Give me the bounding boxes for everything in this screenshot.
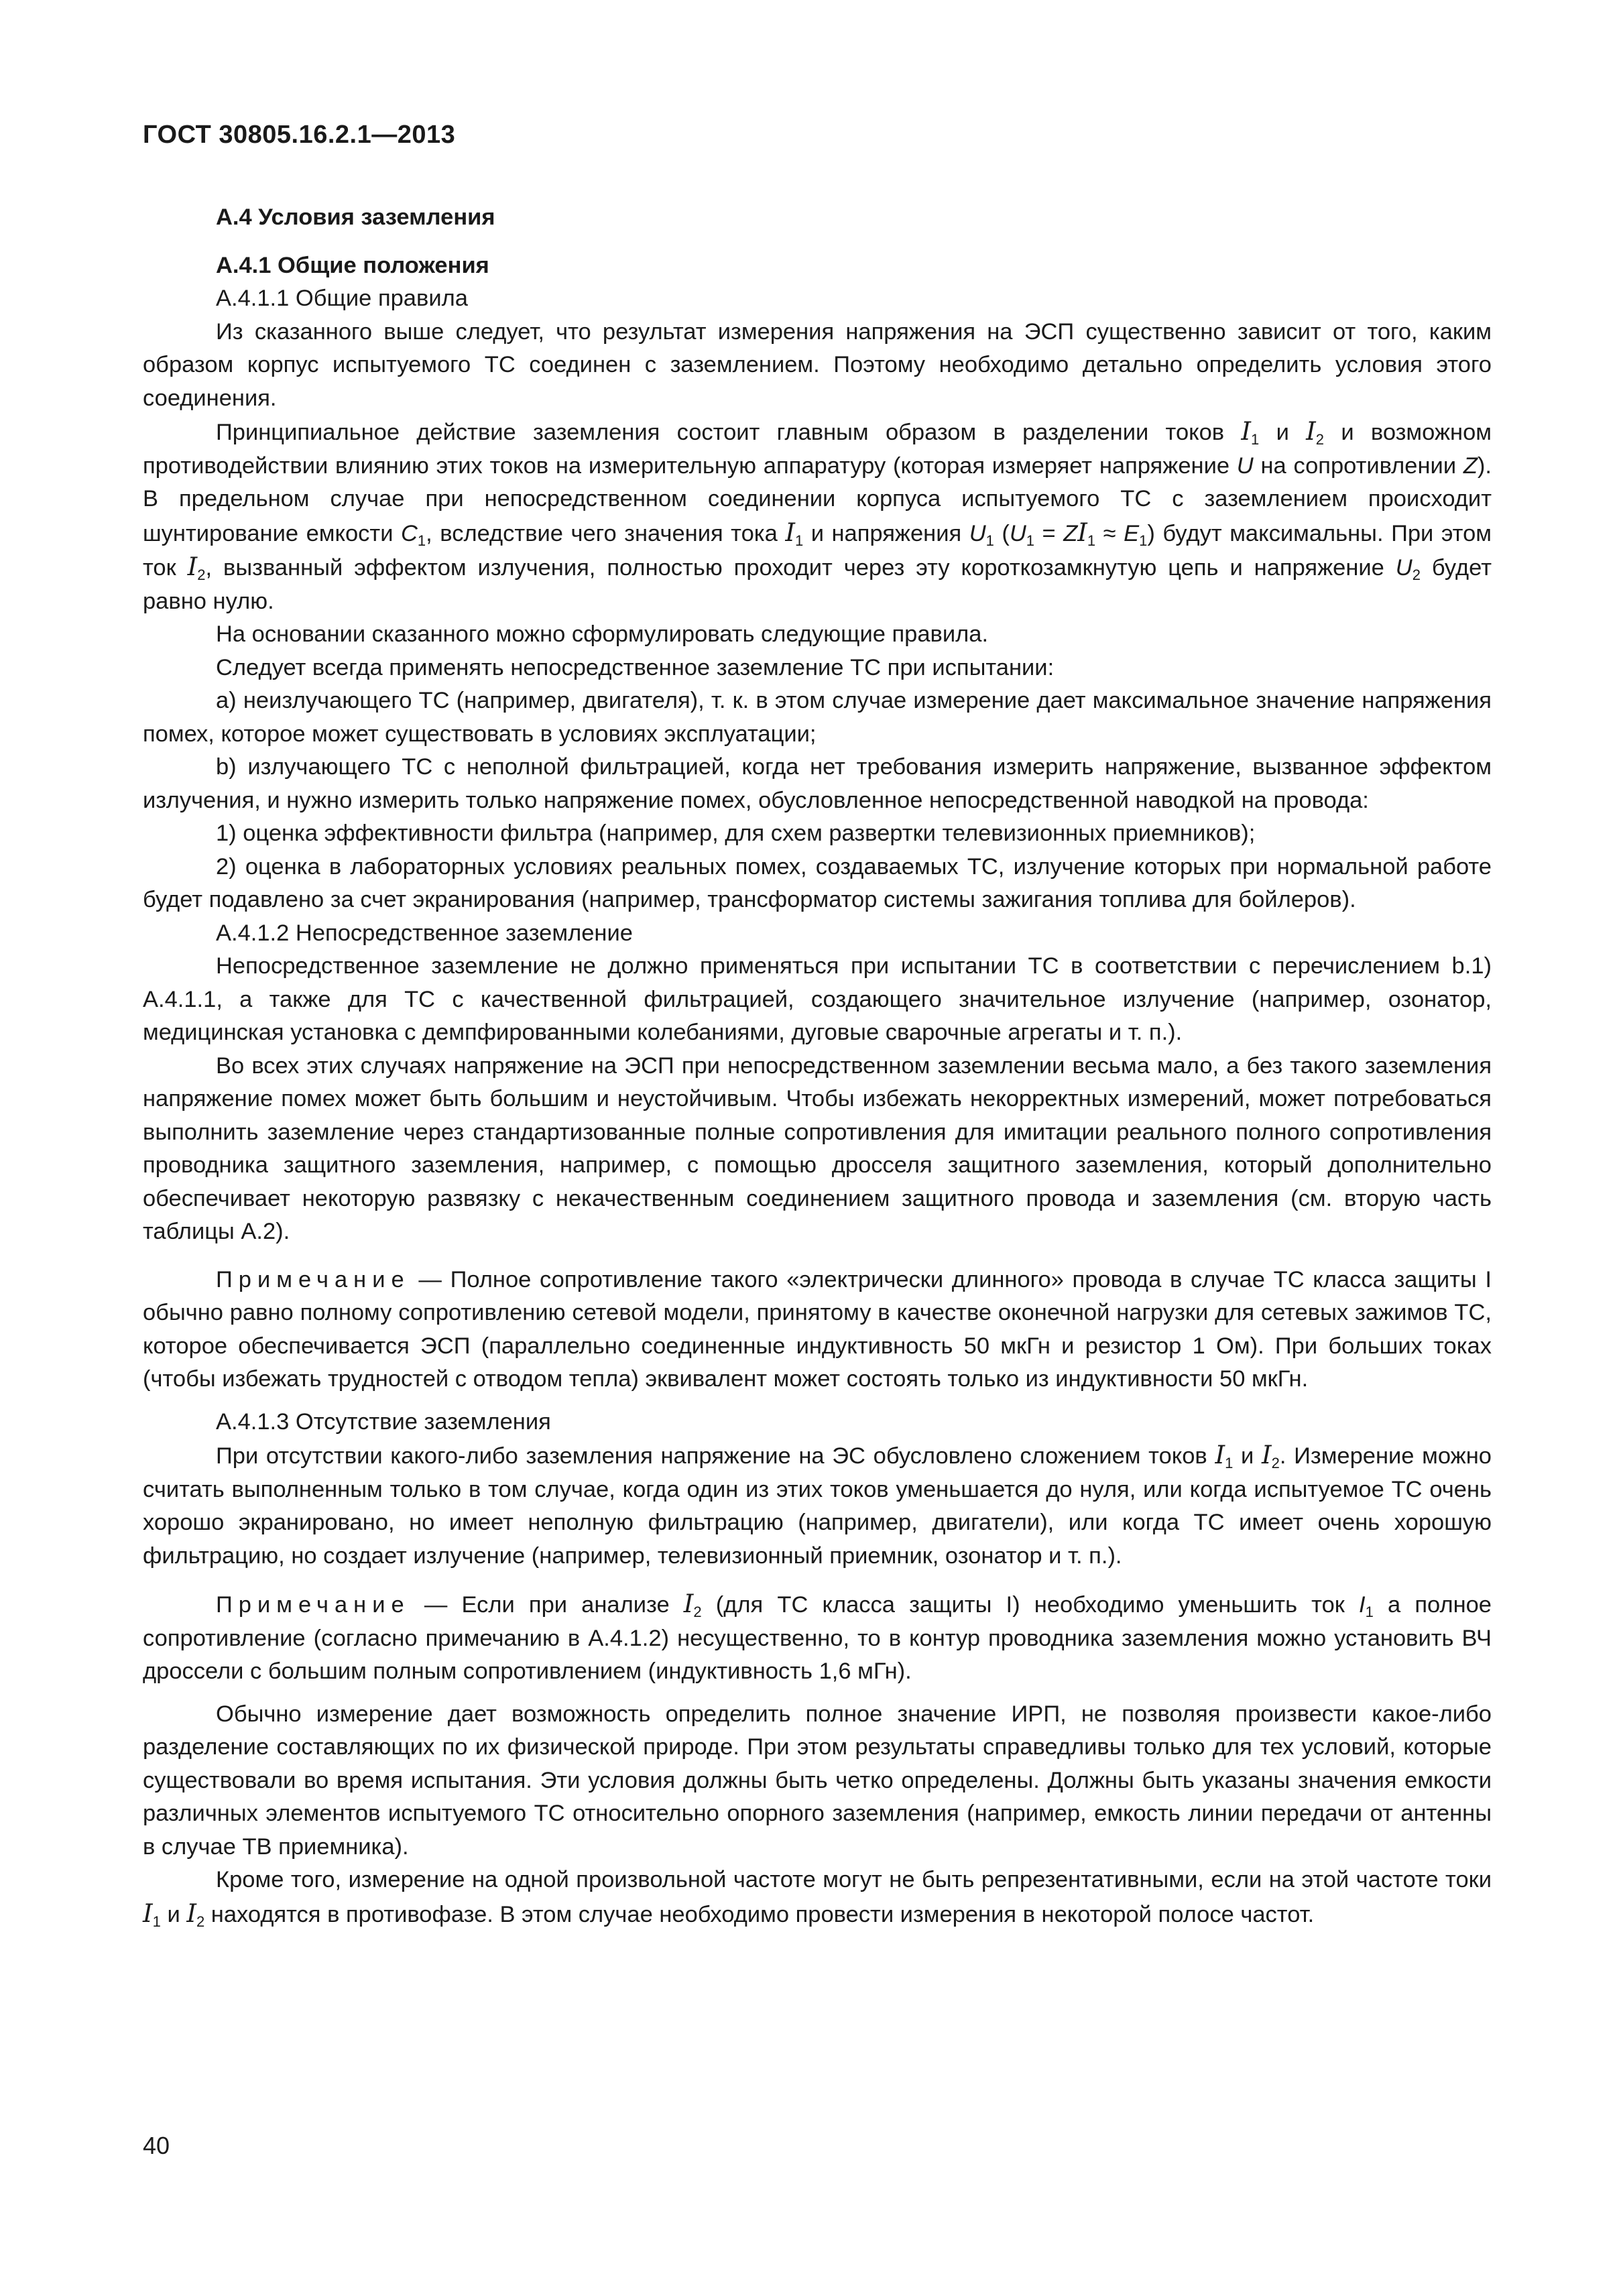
document-header: ГОСТ 30805.16.2.1—2013 <box>143 121 456 149</box>
paragraph: На основании сказанного можно сформулировать следующие правила. <box>216 621 989 647</box>
note: Примечание — Если при анализе $I_2$ (для ТС класса защиты I) необходимо уменьшить ток $I_1$ а полное сопротивление (согласно примечанию в А.4.1.2) несущественно, то в контур проводника заземления можно установить ВЧ дроссели с большим полным сопротивлением (индуктивность 1,6 мГн). <box>143 1589 1492 1684</box>
list-item-a: а) неизлучающего ТС (например, двигателя), т. к. в этом случае измерение дает максимальное значение напряжения помех, которое может существовать в условиях эксплуатации; <box>143 688 1492 747</box>
subsection-title: А.4.1 Общие положения <box>216 252 489 278</box>
paragraph: Из сказанного выше следует, что результат измерения напряжения на ЭСП существенно зависит от того, каким образом корпус испытуемого ТС соединен с заземлением. Поэтому необходимо детально определить условия этого соединения. <box>143 318 1492 411</box>
clause-title: А.4.1.2 Непосредственное заземление <box>216 920 633 946</box>
paragraph: Кроме того, измерение на одной произвольной частоте могут не быть репрезентативными, если на этой частоте токи $I_1$ и $I_2$ находятся в противофазе. В этом случае необходимо провести измерения в некоторой полосе частот. <box>143 1867 1492 1930</box>
paragraph-no-grounding: При отсутствии какого-либо заземления напряжение на ЭС обусловлено сложением токов $I_1$ и $I_2$. Измерение можно считать выполненным только в том случае, когда один из этих токов уменьшается до нуля, или когда испытуемое ТС очень хорошо экранировано, но имеет неполную фильтрацию (например, двигатели), или когда ТС имеет очень хорошую фильтрацию, но создает излучение (например, телевизионный приемник, озонатор и т. п.). <box>143 1441 1492 1569</box>
paragraph: Обычно измерение дает возможность определить полное значение ИРП, не позволяя произвести какое-либо разделение составляющих по их физической природе. При этом результаты справедливы только для тех условий, которые существовали во время испытания. Эти условия должны быть четко определены. Должны быть указаны значения емкости различных элементов испытуемого ТС относительно опорного заземления (например, емкость линии передачи от антенны в случае ТВ приемника). <box>143 1701 1492 1860</box>
clause-title: А.4.1.1 Общие правила <box>216 286 468 311</box>
list-item-2: 2) оценка в лабораторных условиях реальных помех, создаваемых ТС, излучение которых при нормальной работе будет подавлено за счет экранирования (например, трансформатор системы зажигания топлива для бойлеров). <box>143 853 1492 912</box>
note: Примечание — Полное сопротивление такого «электрически длинного» провода в случае ТС класса защиты I обычно равно полному сопротивлению сетевой модели, принятому в качестве оконечной нагрузки для сетевых зажимов ТС, которое обеспечивается ЭСП (параллельно соединенные индуктивность 50 мкГн и резистор 1 Ом). При больших токах (чтобы избежать трудностей с отводом тепла) эквивалент может состоять только из индуктивности 50 мкГн. <box>143 1266 1492 1392</box>
note-label: Примечание <box>216 1266 410 1292</box>
page-number: 40 <box>143 2132 170 2159</box>
paragraph: Во всех этих случаях напряжение на ЭСП при непосредственном заземлении весьма мало, а без такого заземления напряжение помех может быть большим и неустойчивым. Чтобы избежать некорректных измерений, может потребоваться выполнить заземление через стандартизованные полные сопротивления для имитации реального полного сопротивления проводника защитного заземления, например, с помощью дросселя защитного заземления, который дополнительно обеспечивает некоторую развязку с некачественным соединением защитного провода и заземления (см. вторую часть таблицы А.2). <box>143 1052 1492 1244</box>
paragraph-grounding-principle: Принципиальное действие заземления состоит главным образом в разделении токов $I_1$ и $I_2$ и возможном противодействии влиянию этих токов на измерительную аппаратуру (которая измеряет напряжение U на сопротивлении Z). В предельном случае при непосредственном соединении корпуса испытуемого ТС с заземлением происходит шунтирование емкости $C_1$, вследствие чего значения тока $I_1$ и напряжения $U_1$ $(U_1 = ZI_1 \approx E_1)$ будут максимальны. При этом ток $I_2$, вызванный эффектом излучения, полностью проходит через эту короткозамкнутую цепь и напряжение $U_2$ будет равно нулю. <box>143 417 1492 614</box>
section-title: А.4 Условия заземления <box>216 204 495 230</box>
list-item-1: 1) оценка эффективности фильтра (например, для схем развертки телевизионных приемников); <box>216 821 1256 846</box>
paragraph: Непосредственное заземление не должно применяться при испытании ТС в соответствии с перечислением b.1) А.4.1.1, а также для ТС с качественной фильтрацией, создающего значительное излучение (например, озонатор, медицинская установка с демпфированными колебаниями, дуговые сварочные агрегаты и т. п.). <box>143 953 1492 1045</box>
list-item-b: b) излучающего ТС с неполной фильтрацией, когда нет требования измерить напряжение, вызванное эффектом излучения, и нужно измерить только напряжение помех, обусловленное непосредственной наводкой на провода: <box>143 754 1492 813</box>
paragraph: Следует всегда применять непосредственное заземление ТС при испытании: <box>216 654 1055 680</box>
document-body <box>143 201 1492 1931</box>
clause-title: А.4.1.3 Отсутствие заземления <box>216 1408 551 1435</box>
note-label: Примечание <box>216 1592 410 1618</box>
